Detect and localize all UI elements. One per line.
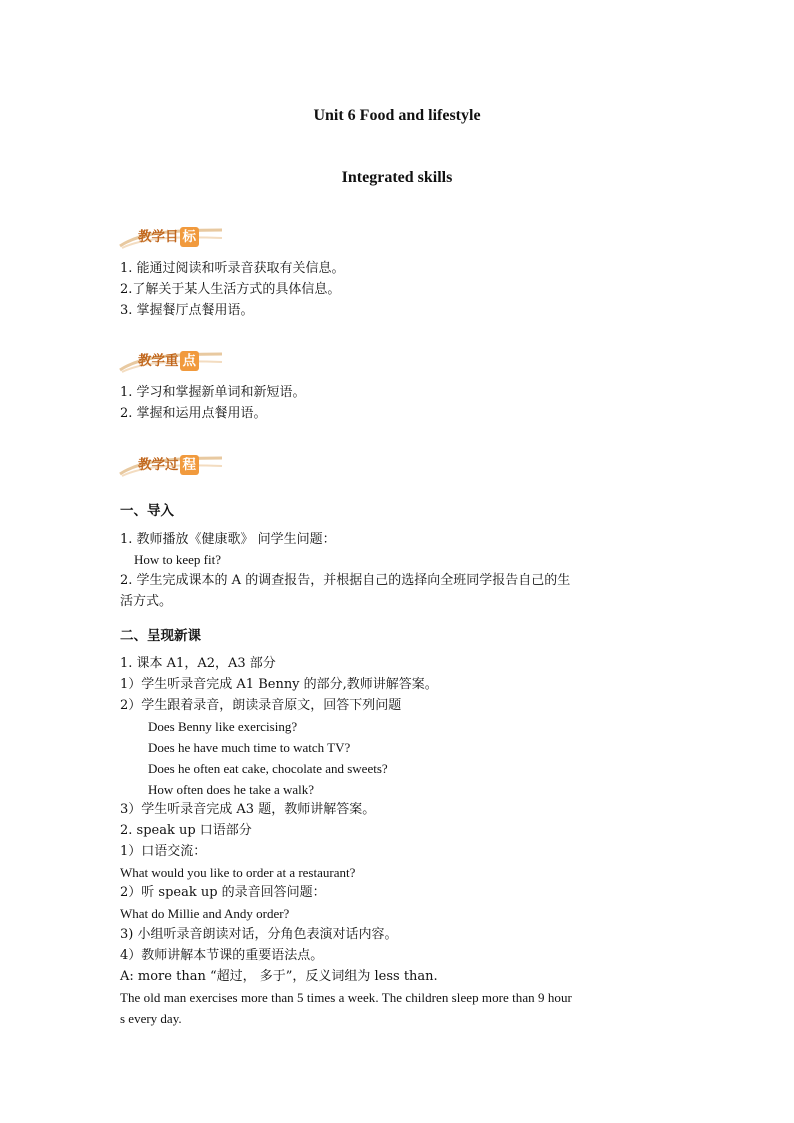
part2-line: What do Millie and Andy order? [120,906,290,921]
badge-label [138,349,199,373]
part2-line: How often does he take a walk? [148,782,315,797]
part2-line: 4）教师讲解本节课的重要语法点。 [120,948,324,963]
part1-line: 2. 学生完成课本的 A 的调查报告，并根据自己的选择向全班同学报告自己的生 [120,573,571,588]
part1-heading: 一、导入 [120,503,174,519]
part2-line: 1. 课本 A1，A2，A3 部分 [120,656,276,671]
badge-label [138,225,199,249]
part2-line: 1）口语交流： [120,844,207,859]
badge-label [138,453,199,477]
key-point-item: 1. 学习和掌握新单词和新短语。 [120,385,306,400]
badge-label-main: 教学过 [138,457,179,473]
part2-line: 3）学生听录音完成 A3 题，教师讲解答案。 [120,802,376,817]
key-point-item: 2. 掌握和运用点餐用语。 [120,406,267,421]
part2-line: 2. speak up 口语部分 [120,823,252,838]
part1-line: 活方式。 [120,594,173,609]
objective-item: 3. 掌握餐厅点餐用语。 [120,303,254,318]
objective-item: 1. 能通过阅读和听录音获取有关信息。 [120,261,345,276]
document-subtitle: Integrated skills [341,169,453,186]
part2-line: 1）学生听录音完成 A1 Benny 的部分,教师讲解答案。 [120,677,438,692]
section-badge-objectives [118,224,226,250]
part2-line: 3) 小组听录音朗读对话，分角色表演对话内容。 [120,927,398,942]
part2-heading: 二、呈现新课 [120,628,201,644]
part2-line: s every day. [120,1011,182,1026]
part2-line: What would you like to order at a restaurant? [120,865,356,880]
section-badge-key-points [118,348,226,374]
badge-label-highlight: 点 [180,351,200,371]
document-title: Unit 6 Food and lifestyle [313,107,481,124]
badge-label-main: 教学目 [138,229,179,245]
part2-line: A: more than “超过， 多于”，反义词组为 less than. [120,969,438,984]
badge-label-main: 教学重 [138,353,179,369]
part2-line: 2）听 speak up 的录音回答问题： [120,885,326,900]
section-badge-process [118,452,226,478]
part2-line: 2）学生跟着录音，朗读录音原文，回答下列问题 [120,698,402,713]
part2-line: Does he often eat cake, chocolate and sweets? [148,761,388,776]
part1-line: How to keep fit? [134,552,222,567]
badge-label-highlight: 程 [180,455,200,475]
part1-line: 1. 教师播放《健康歌》 问学生问题： [120,532,336,547]
objective-item: 2.了解关于某人生活方式的具体信息。 [120,282,341,297]
badge-label-highlight: 标 [180,227,200,247]
part2-line: The old man exercises more than 5 times a week. The children sleep more than 9 hour [120,990,572,1005]
part2-line: Does he have much time to watch TV? [148,740,351,755]
part2-line: Does Benny like exercising? [148,719,298,734]
